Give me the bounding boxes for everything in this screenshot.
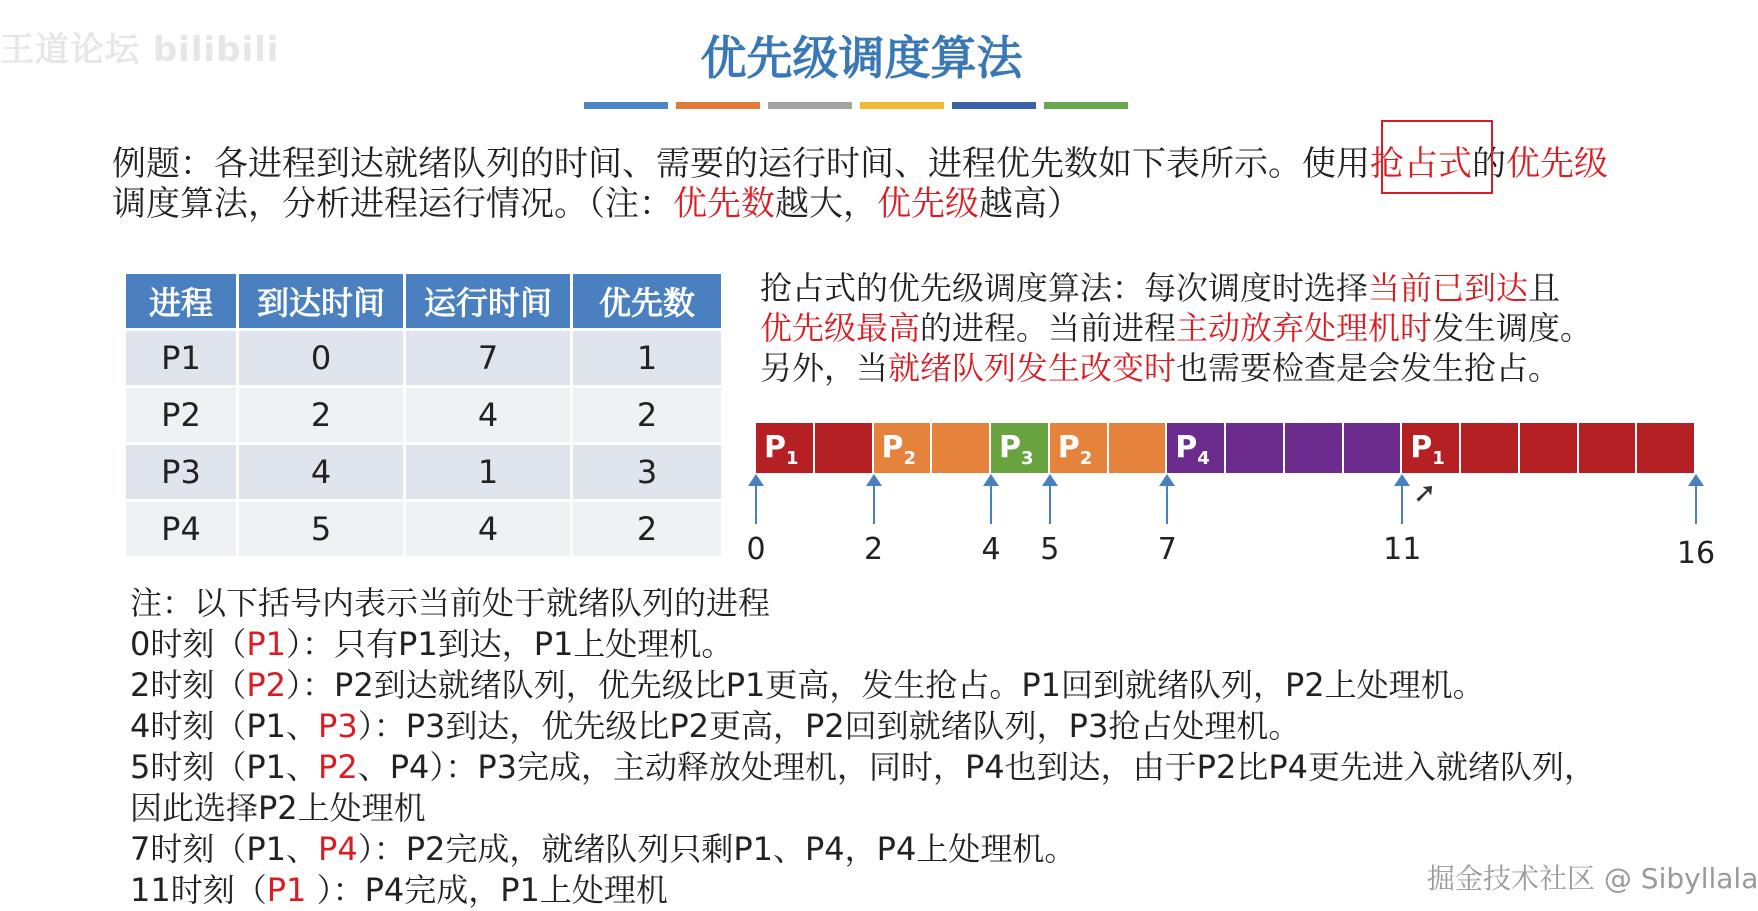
highlight: 优先级最高 — [760, 309, 921, 347]
gantt-segment — [1461, 423, 1520, 473]
table-cell: 1 — [572, 330, 723, 387]
running-process: P1 — [246, 625, 287, 663]
text: 、P4）：P3完成，主动释放处理机，同时，P4也到达，由于P2比P4更先进入就绪队列， — [357, 748, 1596, 786]
juejin-watermark: 掘金技术社区 @ Sibyllala — [1427, 862, 1758, 895]
tick-label: 4 — [981, 532, 1001, 567]
text: 2时刻（ — [130, 666, 247, 704]
notes-header: 注：以下括号内表示当前处于就绪队列的进程 — [130, 584, 771, 622]
note-line — [130, 870, 1596, 911]
text: 越大， — [775, 184, 877, 224]
running-process: P4 — [318, 830, 358, 868]
gantt-segment — [1520, 423, 1579, 473]
column-header: 优先数 — [572, 274, 723, 330]
text: 发生调度。 — [1432, 309, 1593, 347]
highlight: 优先数 — [673, 184, 775, 224]
highlight: 主动放弃处理机时 — [1176, 309, 1433, 347]
explain-line-1 — [760, 268, 1690, 308]
highlight: 优先级 — [877, 184, 979, 224]
highlight-priority: 优先级 — [1506, 144, 1608, 184]
preemptive-highlight-box — [1381, 120, 1493, 194]
text: 11时刻（ — [130, 871, 267, 909]
gantt-segment — [991, 423, 1050, 473]
color-bar-5 — [952, 102, 1036, 109]
column-header: 到达时间 — [238, 274, 405, 330]
note-line — [130, 624, 1596, 665]
gantt-segment — [1226, 423, 1285, 473]
segment-label: $P_4$ — [1175, 430, 1210, 469]
table-cell: 5 — [238, 501, 405, 558]
note-line — [130, 747, 1596, 788]
tick-arrow — [755, 478, 757, 524]
highlight: 当前已到达 — [1368, 269, 1529, 307]
tick-label: 5 — [1040, 532, 1060, 567]
gantt-segment — [756, 423, 815, 473]
text: 的 — [1472, 144, 1506, 184]
table-cell: P1 — [126, 330, 238, 387]
table-cell: 1 — [405, 444, 572, 501]
gantt-segment — [874, 423, 933, 473]
segment-label: $P_3$ — [999, 430, 1034, 469]
tick-arrow — [873, 478, 875, 524]
table-cell: 2 — [572, 501, 723, 558]
text: 也需要检查是会发生抢占。 — [1176, 349, 1561, 387]
table-row — [126, 330, 723, 387]
segment-label: $P_1$ — [1410, 430, 1445, 469]
table-cell: 4 — [405, 501, 572, 558]
tick-arrow — [1695, 478, 1697, 524]
table-row — [126, 444, 723, 501]
algorithm-explanation — [760, 268, 1690, 388]
gantt-segment — [1579, 423, 1638, 473]
title-color-bars — [584, 102, 1128, 109]
tick-label: 7 — [1157, 532, 1177, 567]
table-cell: P4 — [126, 501, 238, 558]
text: 另外，当 — [760, 349, 889, 387]
text: 越高） — [979, 184, 1081, 224]
gantt-segment — [1285, 423, 1344, 473]
highlight: 就绪队列发生改变时 — [888, 349, 1177, 387]
gantt-segment — [1109, 423, 1168, 473]
timeline-notes — [130, 583, 1596, 911]
tick-arrow — [1401, 478, 1403, 524]
running-process: P1 — [266, 871, 307, 909]
text: 7时刻（P1、 — [130, 830, 319, 868]
table-cell: 4 — [405, 387, 572, 444]
mouse-cursor-icon: ➚ — [1413, 476, 1437, 509]
explain-line-2 — [760, 308, 1690, 348]
note-line — [130, 665, 1596, 706]
table-cell: 2 — [572, 387, 723, 444]
gantt-segment — [815, 423, 874, 473]
text: 的进程。当前进程 — [920, 309, 1177, 347]
column-header: 进程 — [126, 274, 238, 330]
text: 0时刻（ — [130, 625, 247, 663]
running-process: P2 — [318, 748, 358, 786]
segment-label: $P_2$ — [1057, 430, 1093, 469]
text: ）：P2完成，就绪队列只剩P1、P4，P4上处理机。 — [357, 830, 1077, 868]
segment-label: $P_1$ — [764, 430, 799, 469]
color-bar-1 — [584, 102, 668, 109]
note-line — [130, 829, 1596, 870]
table-cell: 3 — [572, 444, 723, 501]
table-row — [126, 387, 723, 444]
tick-label: 0 — [746, 532, 766, 567]
text: ）：P3到达，优先级比P2更高，P2回到就绪队列，P3抢占处理机。 — [357, 707, 1301, 745]
gantt-segment — [1637, 423, 1696, 473]
table-row — [126, 501, 723, 558]
process-table — [126, 274, 724, 559]
tick-label: 16 — [1676, 536, 1716, 571]
bilibili-watermark: 王道论坛 bilibili — [0, 30, 280, 70]
gantt-segment — [1344, 423, 1403, 473]
table-cell: 4 — [238, 444, 405, 501]
gantt-segment — [1167, 423, 1226, 473]
tick-label: 2 — [863, 532, 884, 567]
text: ）：P2到达就绪队列，优先级比P1更高，发生抢占。P1回到就绪队列，P2上处理机。 — [286, 666, 1485, 704]
tick-arrow — [990, 478, 992, 524]
color-bar-3 — [768, 102, 852, 109]
table-header-row — [126, 274, 723, 330]
tick-label: 11 — [1383, 532, 1422, 567]
table-cell: 2 — [238, 387, 405, 444]
table-cell: P2 — [126, 387, 238, 444]
gantt-segment — [1050, 423, 1109, 473]
color-bar-4 — [860, 102, 944, 109]
text: ）：只有P1到达，P1上处理机。 — [286, 625, 734, 663]
table-cell: 0 — [238, 330, 405, 387]
text: 抢占式的优先级调度算法：每次调度时选择 — [760, 269, 1369, 307]
color-bar-6 — [1044, 102, 1128, 109]
explain-line-3 — [760, 348, 1690, 388]
gantt-chart — [756, 423, 1696, 473]
running-process: P2 — [246, 666, 287, 704]
gantt-segment — [932, 423, 991, 473]
highlight-preemptive: 抢占式 — [1370, 144, 1472, 184]
running-process: P3 — [318, 707, 358, 745]
tick-arrow — [1049, 478, 1051, 524]
text: ）：P4完成，P1上处理机 — [306, 871, 668, 909]
column-header: 运行时间 — [405, 274, 572, 330]
note-line — [130, 706, 1596, 747]
table-cell: 7 — [405, 330, 572, 387]
text: 调度算法，分析进程运行情况。（注： — [112, 184, 673, 224]
segment-label: $P_2$ — [881, 430, 917, 469]
text: 5时刻（P1、 — [130, 748, 319, 786]
text: 4时刻（P1、 — [130, 707, 319, 745]
tick-arrow — [1166, 478, 1168, 524]
table-cell: P3 — [126, 444, 238, 501]
text: 例题：各进程到达就绪队列的时间、需要的运行时间、进程优先数如下表所示。使用 — [112, 144, 1370, 184]
page-title: 优先级调度算法 — [700, 31, 1023, 85]
color-bar-2 — [676, 102, 760, 109]
gantt-segment — [1402, 423, 1461, 473]
text: 且 — [1528, 269, 1561, 307]
note-line: 因此选择P2上处理机 — [130, 789, 426, 827]
